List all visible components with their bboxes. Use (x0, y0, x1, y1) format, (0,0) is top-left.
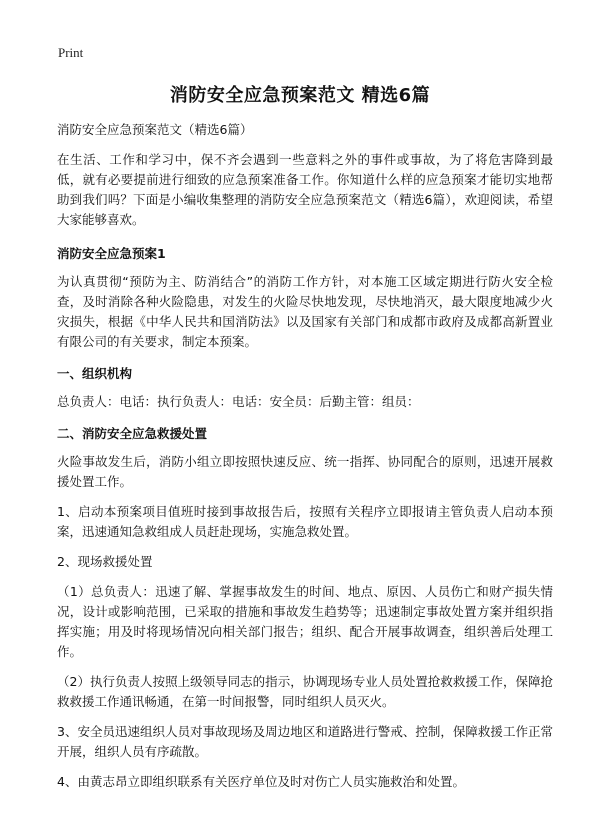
paragraph: 总负责人：电话：执行负责人：电话：安全员：后勤主管：组员： (57, 394, 420, 409)
intro-paragraph: 在生活、工作和学习中，保不齐会遇到一些意料之外的事件或事故，为了将危害降到最低，就有必要提前进行细致的应急预案准备工作。你知道什么样的应急预案才能切实地帮助到我们吗？下面是小编收集整理的消防安全应急预案范文（精选6篇），欢迎阅读，希望大家能够喜欢。 (57, 152, 553, 227)
print-label[interactable]: Print (58, 45, 84, 60)
list-item: 4、由黄志昂立即组织联系有关医疗单位及时对伤亡人员实施救治和处置。 (57, 774, 465, 789)
paragraph: 为认真贯彻“预防为主、防消结合”的消防工作方针，对本施工区域定期进行防火安全检查，及时消除各种火险隐患，对发生的火险尽快地发现，尽快地消灭，最大限度地减少火灾损失，根据《中华人民共和国消防法》以及国家有关部门和成都市政府及成都高新置业有限公司的有关要求，制定本预案。 (57, 274, 553, 349)
list-item: 3、安全员迅速组织人员对事故现场及周边地区和道路进行警戒、控制，保障救援工作正常开展，组织人员有序疏散。 (57, 724, 553, 759)
document-subtitle: 消防安全应急预案范文（精选6篇） (57, 122, 253, 137)
section-heading: 一、组织机构 (57, 366, 133, 381)
list-item: 2、现场救援处置 (57, 554, 153, 569)
section-heading: 消防安全应急预案1 (57, 246, 166, 261)
list-item: （1）总负责人：迅速了解、掌握事故发生的时间、地点、原因、人员伤亡和财产损失情况，设计或影响范围，已采取的措施和事故发生趋势等；迅速制定事故处置方案并组织指挥实施；用及时将现场情况向相关部门报告；组织、配合开展事故调查，组织善后处理工作。 (57, 584, 553, 659)
document-title: 消防安全应急预案范文 精选6篇 (169, 85, 431, 106)
list-item: 1、启动本预案项目值班时接到事故报告后，按照有关程序立即报请主管负责人启动本预案，迅速通知急救组成人员赶赴现场，实施急救处置。 (57, 504, 553, 539)
document-body (57, 120, 553, 792)
paragraph: 火险事故发生后，消防小组立即按照快速反应、统一指挥、协同配合的原则，迅速开展救援处置工作。 (57, 454, 553, 489)
list-item: （2）执行负责人按照上级领导同志的指示，协调现场专业人员处置抢救救援工作，保障抢救救援工作通讯畅通，在第一时间报警，同时组织人员灭火。 (57, 674, 553, 709)
section-heading: 二、消防安全应急救援处置 (57, 426, 208, 441)
